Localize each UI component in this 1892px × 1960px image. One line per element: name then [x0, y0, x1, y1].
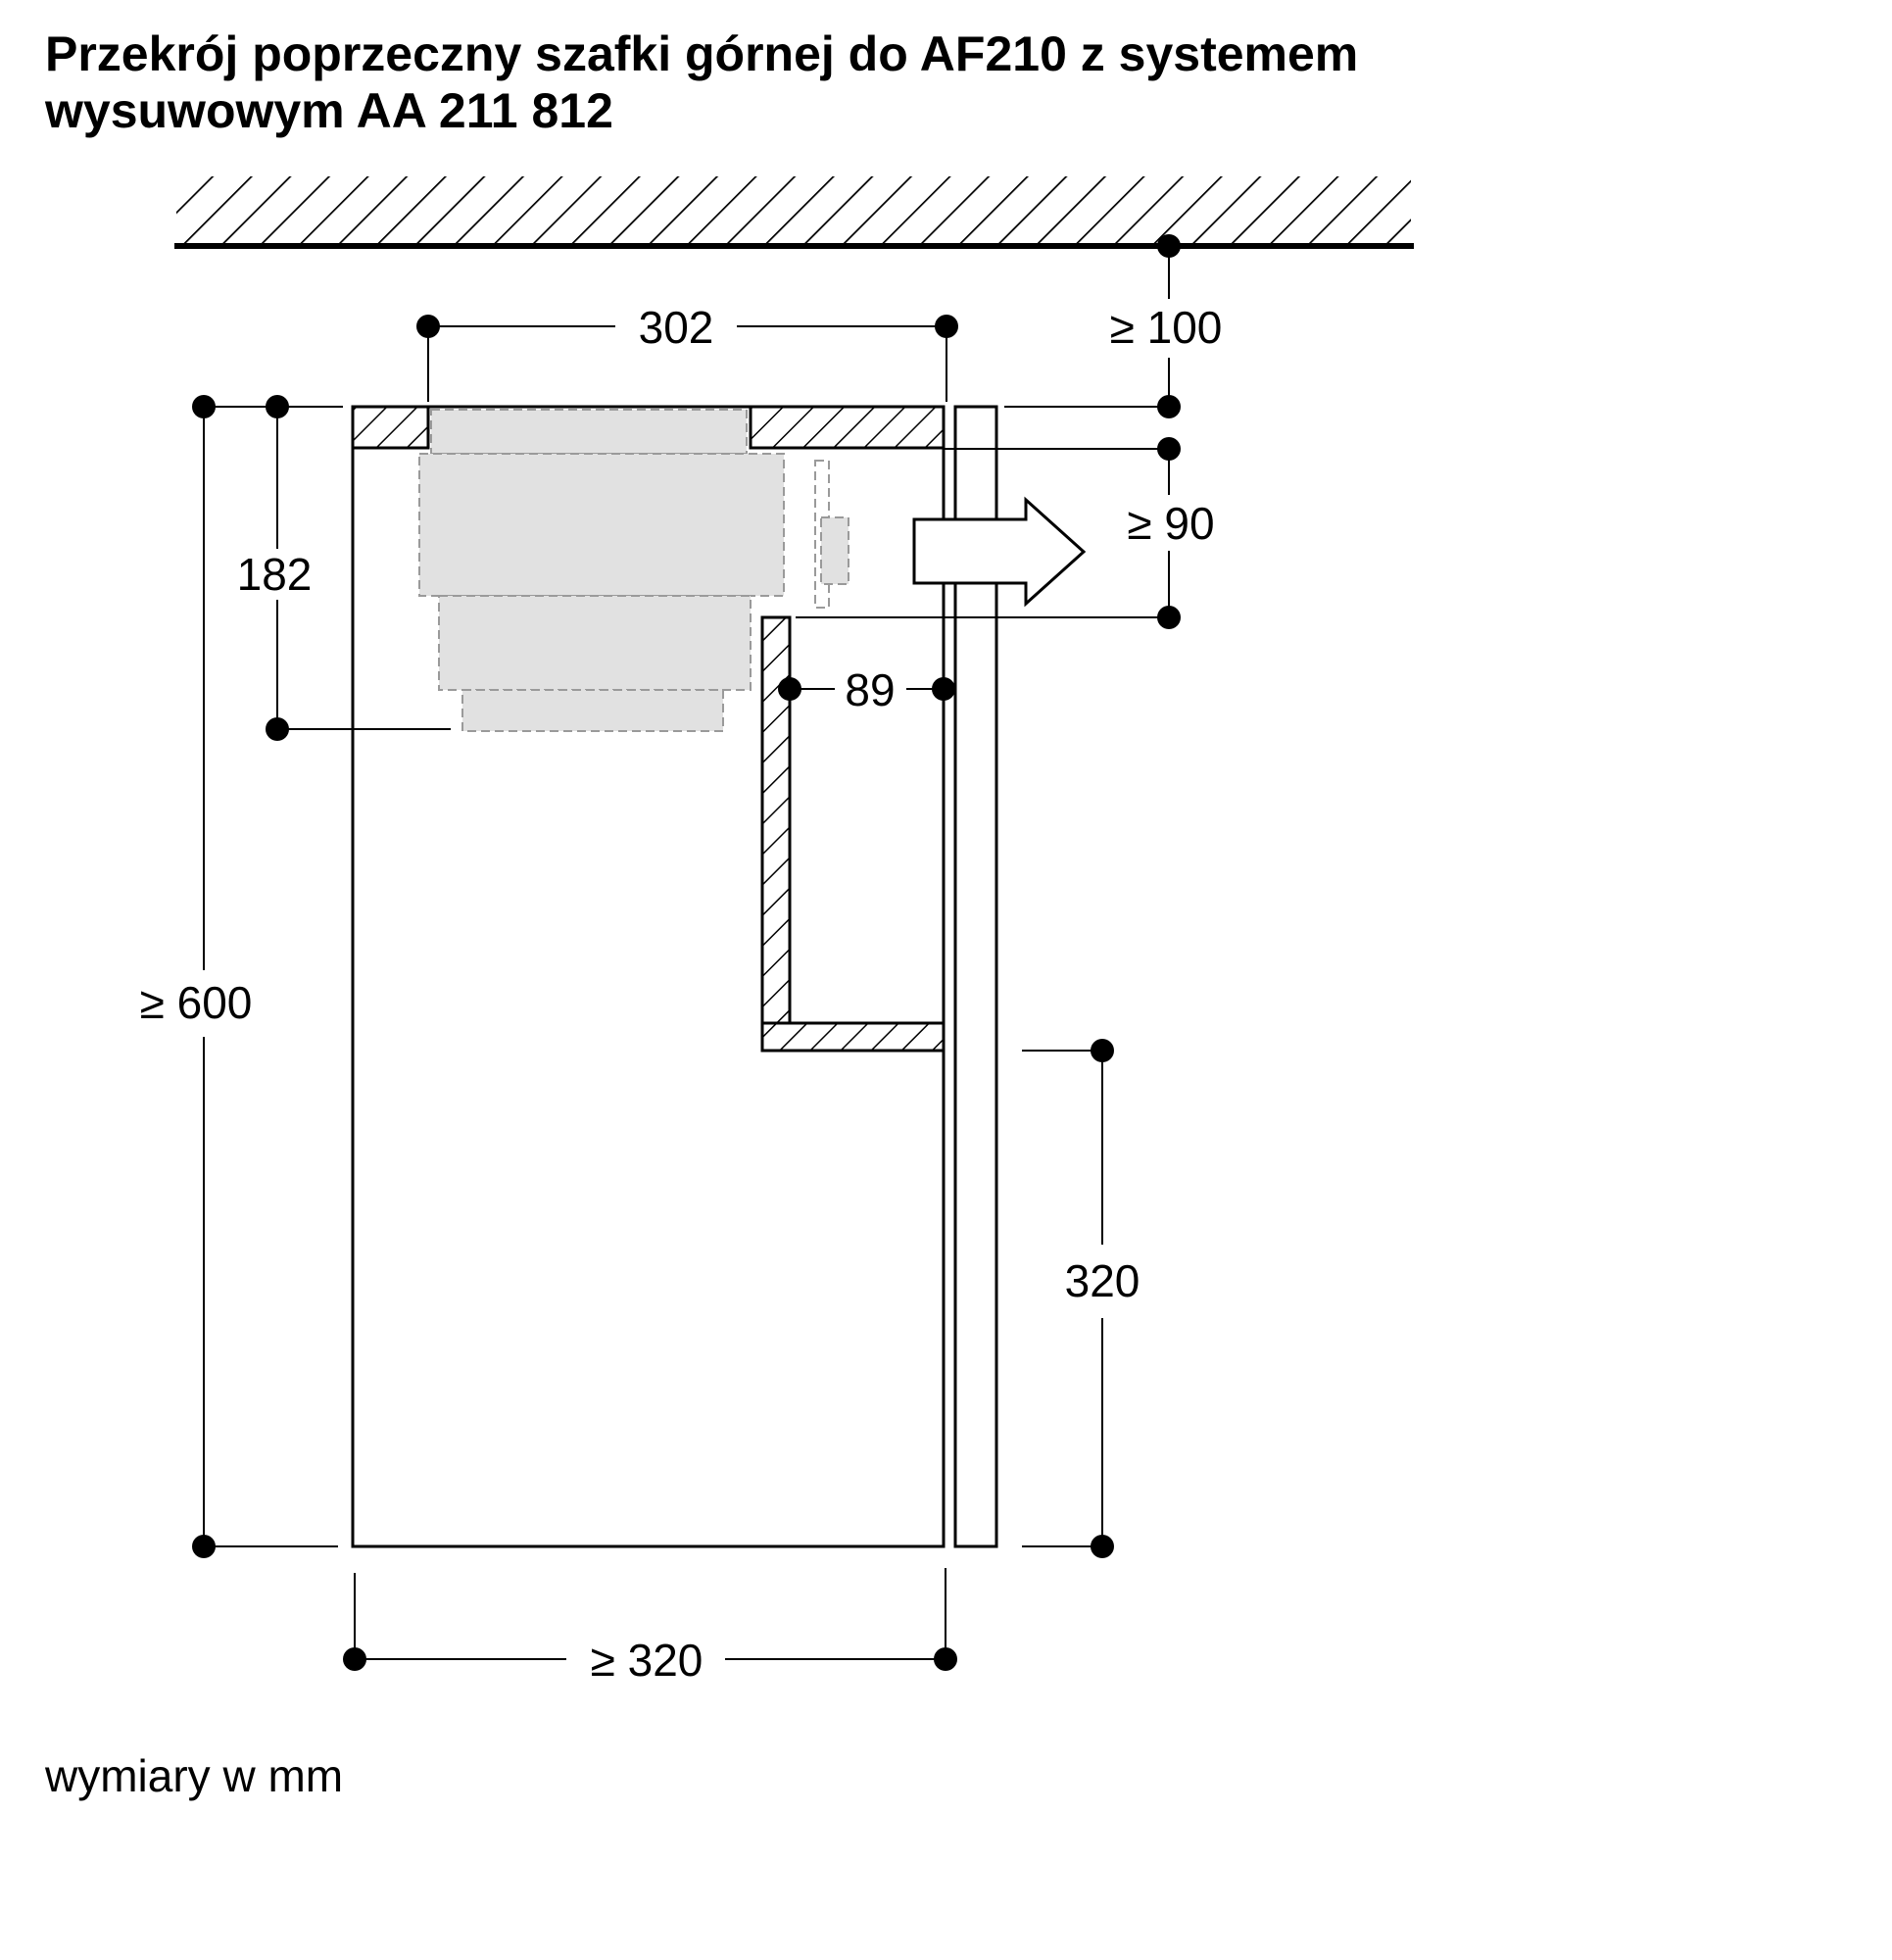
dim-dot — [778, 677, 801, 701]
dim-dot — [934, 1647, 957, 1671]
dim-label-320-height: 320 — [1064, 1255, 1140, 1306]
dim-label-89: 89 — [845, 664, 896, 715]
device-bottom-part — [462, 690, 723, 731]
dim-label-182: 182 — [236, 549, 313, 600]
inner-shelf — [762, 1023, 944, 1051]
dim-dot — [343, 1647, 366, 1671]
cabinet-top-right — [751, 407, 944, 448]
title-line-2: wysuwowym AA 211 812 — [45, 83, 613, 138]
dim-dot — [1157, 234, 1181, 258]
dim-dot — [192, 395, 216, 418]
cabinet-top-left — [353, 407, 428, 448]
dim-dot — [935, 315, 958, 338]
title-line-1: Przekrój poprzeczny szafki górnej do AF210 z systemem — [45, 26, 1359, 81]
airflow-arrow — [914, 500, 1084, 604]
dim-dot — [1091, 1039, 1114, 1062]
device-main-body — [419, 454, 784, 596]
dim-top-width — [416, 302, 958, 402]
dim-label-302: 302 — [638, 302, 714, 353]
dim-label-100: ≥ 100 — [1109, 302, 1223, 353]
dim-label-320-depth: ≥ 320 — [590, 1635, 703, 1686]
dim-dot — [1157, 606, 1181, 629]
ceiling — [174, 176, 1414, 246]
dim-dot — [416, 315, 440, 338]
dim-cabinet-depth — [343, 1568, 957, 1686]
device-handle — [821, 517, 849, 584]
dim-label-600: ≥ 600 — [139, 977, 253, 1028]
dim-dot — [1091, 1535, 1114, 1558]
dim-ceiling-gap — [1004, 234, 1222, 418]
dim-front-height — [1022, 1039, 1140, 1558]
dim-dot — [1157, 437, 1181, 461]
dim-dot — [192, 1535, 216, 1558]
dim-dot — [932, 677, 955, 701]
device-lower-body — [439, 596, 751, 690]
dim-label-90: ≥ 90 — [1127, 498, 1215, 549]
ceiling-hatch — [176, 176, 1411, 245]
device-top-part — [431, 410, 747, 454]
dim-shelf-depth — [778, 664, 955, 715]
dim-dot — [266, 717, 289, 741]
dim-dot — [1157, 395, 1181, 418]
units-note: wymiary w mm — [45, 1750, 344, 1801]
